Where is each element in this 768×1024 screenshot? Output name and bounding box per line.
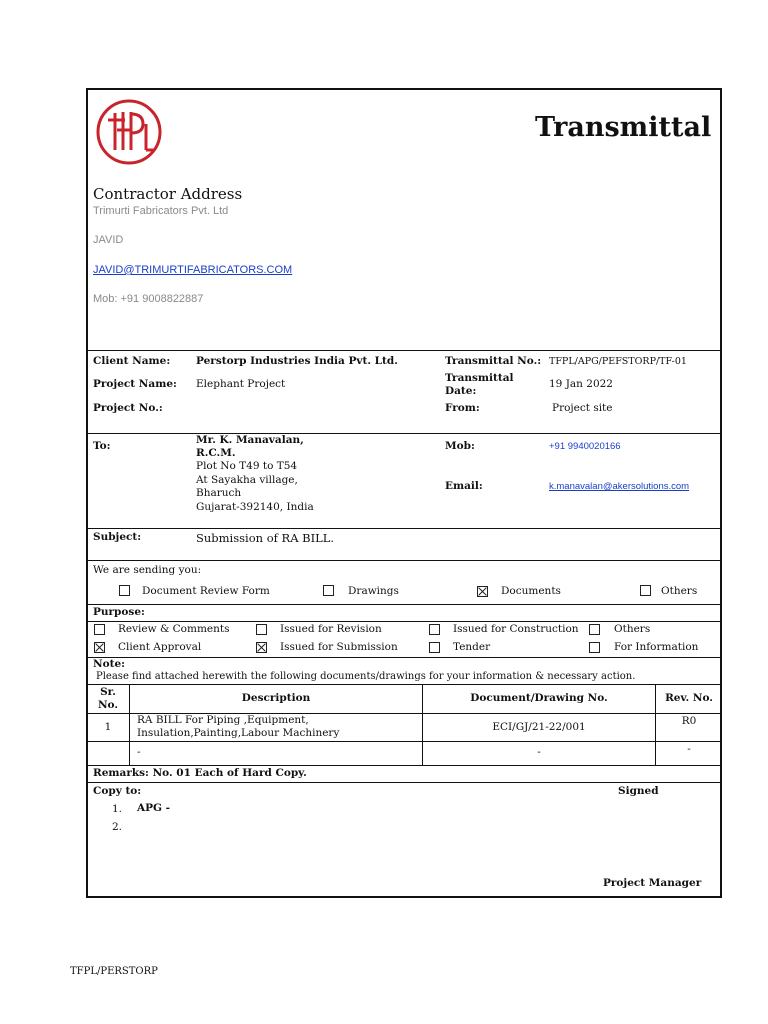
recipient-address-1: Plot No T49 to T54 xyxy=(196,460,298,472)
option-label: Review & Comments xyxy=(118,623,230,635)
divider xyxy=(87,528,721,529)
project-manager-label: Project Manager xyxy=(603,877,702,889)
checkbox-documents[interactable] xyxy=(477,586,488,597)
divider xyxy=(87,657,721,658)
note-label: Note: xyxy=(93,658,126,670)
checkbox-for-information[interactable] xyxy=(589,642,600,653)
footer-reference: TFPL/PERSTORP xyxy=(70,966,158,977)
option-label: Document Review Form xyxy=(142,585,270,597)
recipient-address-4: Gujarat-392140, India xyxy=(196,501,314,513)
subject-label: Subject: xyxy=(93,531,142,543)
from-value: Project site xyxy=(552,402,613,414)
option-label: Issued for Construction xyxy=(453,623,579,635)
divider xyxy=(87,433,721,434)
option-label: Tender xyxy=(453,641,491,653)
transmittal-date-label: Transmittal xyxy=(445,372,514,384)
transmittal-date-value: 19 Jan 2022 xyxy=(549,378,613,390)
contractor-heading: Contractor Address xyxy=(93,185,243,203)
client-name-label: Client Name: xyxy=(93,355,171,367)
copy-item-text: APG - xyxy=(137,802,171,814)
contractor-email-link[interactable]: JAVID@TRIMURTIFABRICATORS.COM xyxy=(93,264,293,276)
divider xyxy=(87,560,721,561)
checkbox-purpose-others[interactable] xyxy=(589,624,600,635)
project-name-value: Elephant Project xyxy=(196,378,286,390)
table-cell-description: - xyxy=(137,746,141,758)
option-label: Issued for Submission xyxy=(280,641,398,653)
recipient-email-link[interactable]: k.manavalan@akersolutions.com xyxy=(549,481,690,492)
mob-label: Mob: xyxy=(445,440,475,452)
table-cell-rev: - xyxy=(687,743,691,755)
option-label: Others xyxy=(614,623,651,635)
purpose-label: Purpose: xyxy=(93,606,145,618)
contractor-contact: JAVID xyxy=(93,234,124,246)
contractor-company: Trimurti Fabricators Pvt. Ltd xyxy=(93,205,229,217)
table-cell-description: RA BILL For Piping ,Equipment, xyxy=(137,714,309,726)
project-name-label: Project Name: xyxy=(93,378,177,390)
email-label: Email: xyxy=(445,480,483,492)
option-label: Client Approval xyxy=(118,641,202,653)
from-label: From: xyxy=(445,402,480,414)
option-label: Others xyxy=(661,585,698,597)
subject-value: Submission of RA BILL. xyxy=(196,531,335,545)
option-label: Documents xyxy=(501,585,561,597)
option-label: Issued for Revision xyxy=(280,623,382,635)
checkbox-tender[interactable] xyxy=(429,642,440,653)
recipient-name: Mr. K. Manavalan, xyxy=(196,434,304,446)
divider xyxy=(87,765,721,766)
checkbox-issued-for-construction[interactable] xyxy=(429,624,440,635)
recipient-title: R.C.M. xyxy=(196,447,236,459)
copy-to-label: Copy to: xyxy=(93,785,142,797)
header-no: No. xyxy=(97,699,119,711)
header-doc-no: Document/Drawing No. xyxy=(470,692,608,704)
page-title: Transmittal xyxy=(535,112,712,143)
table-cell-sr: 1 xyxy=(104,721,112,733)
checkbox-others[interactable] xyxy=(640,585,651,596)
signed-label: Signed xyxy=(618,785,659,797)
to-label: To: xyxy=(93,440,111,452)
checkbox-drawings[interactable] xyxy=(323,585,334,596)
transmittal-date-label-2: Date: xyxy=(445,385,477,397)
header-sr: Sr. xyxy=(100,686,116,698)
recipient-address-2: At Sayakha village, xyxy=(196,474,298,486)
table-cell-description-2: Insulation,Painting,Labour Machinery xyxy=(137,727,340,739)
checkbox-issued-for-revision[interactable] xyxy=(256,624,267,635)
divider xyxy=(87,684,721,685)
table-cell-rev: R0 xyxy=(681,715,697,727)
recipient-address-3: Bharuch xyxy=(196,487,242,499)
transmittal-no-label: Transmittal No.: xyxy=(445,355,542,367)
header-rev: Rev. No. xyxy=(665,692,713,704)
header-description: Description xyxy=(241,692,311,704)
divider xyxy=(87,350,721,351)
note-text: Please find attached herewith the following documents/drawings for your information & necessary action. xyxy=(96,671,636,682)
checkbox-review-comments[interactable] xyxy=(94,624,105,635)
table-cell-doc-no: - xyxy=(537,746,541,758)
contractor-mobile: Mob: +91 9008822887 xyxy=(93,293,204,305)
checkbox-document-review-form[interactable] xyxy=(119,585,130,596)
option-label: Drawings xyxy=(348,585,399,597)
divider xyxy=(87,741,721,742)
option-label: For Information xyxy=(614,641,699,653)
tfpl-logo xyxy=(95,98,165,168)
checkbox-client-approval[interactable] xyxy=(94,642,105,653)
remarks: Remarks: No. 01 Each of Hard Copy. xyxy=(93,767,307,779)
divider xyxy=(87,621,721,622)
checkbox-issued-for-submission[interactable] xyxy=(256,642,267,653)
table-cell-doc-no: ECI/GJ/21-22/001 xyxy=(492,721,586,733)
divider xyxy=(87,782,721,783)
client-name-value: Perstorp Industries India Pvt. Ltd. xyxy=(196,355,398,367)
project-no-label: Project No.: xyxy=(93,402,163,414)
copy-item-number: 2. xyxy=(112,821,123,833)
mob-value: +91 9940020166 xyxy=(549,441,621,452)
copy-item-number: 1. xyxy=(112,803,123,815)
transmittal-no-value: TFPL/APG/PEFSTORP/TF-01 xyxy=(549,356,687,367)
sending-label: We are sending you: xyxy=(93,564,202,576)
divider xyxy=(87,604,721,605)
